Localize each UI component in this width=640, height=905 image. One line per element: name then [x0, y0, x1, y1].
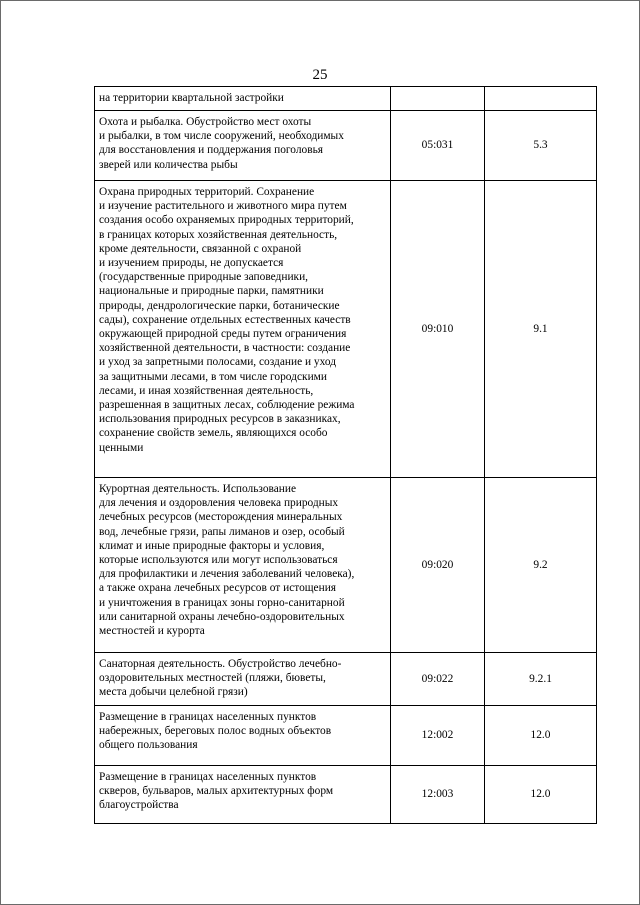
description-cell	[95, 766, 391, 824]
description-line: оздоровительных местностей (пляжи, бюветы,	[99, 672, 326, 685]
description-cell	[95, 653, 391, 706]
description-line: Курортная деятельность. Использование	[99, 483, 297, 495]
description-line: в границах которых хозяйственная деятельность,	[99, 228, 338, 241]
table-row	[95, 87, 597, 111]
description-line: и уничтожения в границах зоны горно-санитарной	[99, 596, 345, 609]
description-line: Размещение в границах населенных пунктов	[99, 711, 317, 723]
description-line: или санитарной охраны лечебно-оздоровительных	[99, 610, 345, 623]
description-line: а также охрана лечебных ресурсов от истощения	[99, 582, 337, 595]
description-line: Охрана природных территорий. Сохранение	[99, 186, 315, 198]
description-line: Охота и рыбалка. Обустройство мест охоты	[99, 116, 312, 128]
description-line: для лечения и оздоровления человека природных	[99, 497, 339, 510]
description-line: которые используются или могут использоваться	[99, 554, 338, 567]
description-line: набережных, береговых полос водных объектов	[99, 725, 332, 738]
description-line: места добычи целебной грязи)	[99, 686, 248, 699]
table-row	[95, 706, 597, 766]
description-line: на территории квартальной застройки	[99, 92, 284, 104]
description-line: окружающей природной среды путем ограничения	[99, 328, 347, 341]
description-line: Размещение в границах населенных пунктов	[99, 771, 317, 783]
description-line: кроме деятельности, связанной с охраной	[99, 242, 302, 255]
number-cell: 9.1	[485, 181, 597, 478]
description-line: создания особо охраняемых природных территорий,	[99, 214, 354, 227]
code-cell: 12:002	[391, 706, 485, 766]
description-line: скверов, бульваров, малых архитектурных форм	[99, 785, 334, 798]
description-line: местностей и курорта	[99, 625, 205, 638]
description-cell	[95, 181, 391, 478]
table-row	[95, 653, 597, 706]
description-line: (государственные природные заповедники,	[99, 271, 309, 284]
description-line: климат и иные природные факторы и условия,	[99, 539, 325, 552]
code-cell: 09:010	[391, 181, 485, 478]
description-line: национальные и природные парки, памятники	[99, 285, 324, 298]
code-cell: 09:020	[391, 478, 485, 653]
land-use-table	[94, 86, 597, 824]
number-cell: 9.2.1	[485, 653, 597, 706]
description-line: для восстановления и поддержания поголовья	[99, 144, 324, 157]
table-body	[95, 87, 597, 824]
page-number: 25	[312, 67, 328, 83]
description-line: лечебных ресурсов (месторождения минеральных	[99, 511, 343, 524]
description-cell	[95, 478, 391, 653]
description-line: природы, дендрологические парки, ботанические	[99, 299, 340, 312]
description-line: разрешенная в защитных лесах, соблюдение режима	[99, 399, 355, 412]
description-line: лесами, и иная хозяйственная деятельность,	[99, 384, 314, 397]
description-line: и изучением природы, не допускается	[99, 257, 284, 270]
description-line: общего пользования	[99, 739, 198, 752]
description-line: вод, лечебные грязи, рапы лиманов и озер, особый	[99, 525, 345, 538]
description-cell	[95, 111, 391, 181]
description-line: и уход за запретными полосами, создание и уход	[99, 356, 337, 369]
table-row	[95, 478, 597, 653]
code-cell: 09:022	[391, 653, 485, 706]
description-line: и изучение растительного и животного мира путем	[99, 200, 347, 213]
description-line: Санаторная деятельность. Обустройство лечебно-	[99, 658, 342, 670]
code-cell: 12:003	[391, 766, 485, 824]
description-line: для профилактики и лечения заболеваний человека),	[99, 568, 355, 581]
description-cell	[95, 87, 391, 111]
description-line: сохранение свойств земель, являющихся особо	[99, 427, 328, 440]
code-cell	[391, 87, 485, 111]
description-line: за защитными лесами, в том числе городскими	[99, 370, 327, 383]
description-line: и рыбалки, в том числе сооружений, необходимых	[99, 130, 344, 143]
table-row	[95, 181, 597, 478]
description-cell	[95, 706, 391, 766]
description-line: сады), сохранение отдельных естественных качеств	[99, 313, 351, 326]
number-cell	[485, 87, 597, 111]
description-line: благоустройства	[99, 799, 179, 812]
number-cell: 12.0	[485, 766, 597, 824]
description-line: использования природных ресурсов в заказниках,	[99, 413, 341, 426]
table-row	[95, 111, 597, 181]
description-line: ценными	[99, 441, 144, 454]
number-cell: 9.2	[485, 478, 597, 653]
table-row	[95, 766, 597, 824]
number-cell: 5.3	[485, 111, 597, 181]
code-cell: 05:031	[391, 111, 485, 181]
description-line: хозяйственной деятельности, в частности: создание	[99, 342, 351, 355]
description-line: зверей или количества рыбы	[99, 158, 238, 171]
number-cell: 12.0	[485, 706, 597, 766]
